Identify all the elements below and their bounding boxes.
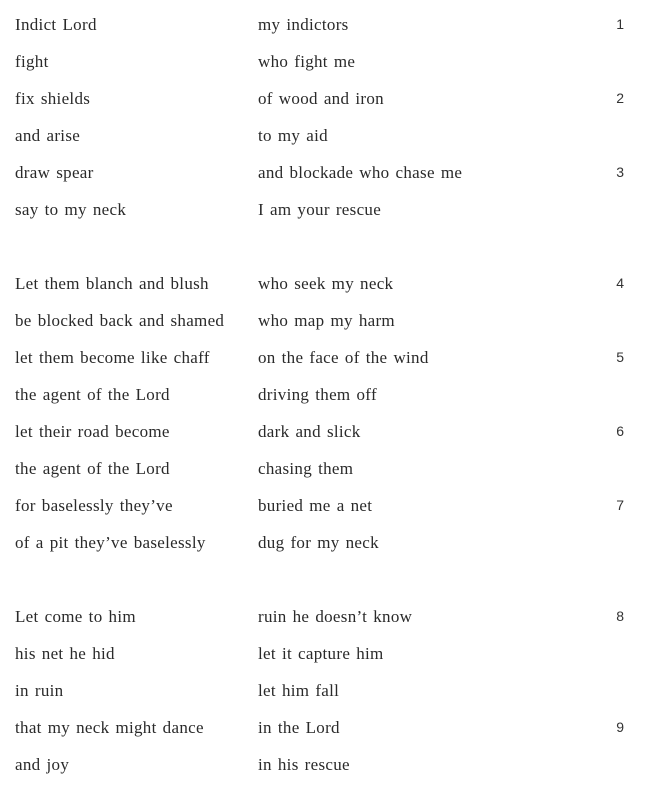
line-first-half: be blocked back and shamed [15, 311, 225, 330]
verse-number [590, 672, 624, 709]
line-first-half: his net he hid [15, 644, 115, 663]
poem-line [15, 672, 624, 709]
line-first-half: for baselessly they’ve [15, 496, 173, 515]
line-second-half: driving them off [258, 385, 377, 404]
verse-number: 3 [616, 164, 624, 180]
poem-line [15, 154, 624, 191]
poem-line [15, 524, 624, 561]
verse-number: 5 [616, 349, 624, 365]
line-second-half: on the face of the wind [258, 348, 429, 367]
line-first-half: that my neck might dance [15, 718, 204, 737]
line-first-half: and joy [15, 755, 70, 774]
line-second-half: and blockade who chase me [258, 163, 463, 182]
line-second-half: of wood and iron [258, 89, 384, 108]
poem-line [15, 265, 624, 302]
poem-line [15, 6, 624, 43]
poem-line [15, 43, 624, 80]
line-second-half: dug for my neck [258, 533, 379, 552]
poem-line [15, 376, 624, 413]
line-first-half: and arise [15, 126, 81, 145]
line-first-half: fix shields [15, 89, 91, 108]
stanza [15, 598, 624, 783]
poem-line [15, 302, 624, 339]
poem-line [15, 117, 624, 154]
poem-line [15, 450, 624, 487]
verse-number [590, 746, 624, 783]
verse-number [590, 302, 624, 339]
line-first-half: let their road become [15, 422, 170, 441]
line-first-half: in ruin [15, 681, 64, 700]
line-first-half: the agent of the Lord [15, 385, 170, 404]
verse-number: 4 [616, 275, 624, 291]
line-first-half: say to my neck [15, 200, 127, 219]
verse-number: 1 [616, 16, 624, 32]
poem-line [15, 635, 624, 672]
verse-number: 8 [616, 608, 624, 624]
line-first-half: draw spear [15, 163, 94, 182]
verse-number [590, 117, 624, 154]
poem-line [15, 709, 624, 746]
line-second-half: my indictors [258, 15, 349, 34]
poem-line [15, 339, 624, 376]
poem-line [15, 80, 624, 117]
line-second-half: buried me a net [258, 496, 373, 515]
verse-number: 2 [616, 90, 624, 106]
line-first-half: fight [15, 52, 49, 71]
line-first-half: of a pit they’ve baselessly [15, 533, 206, 552]
line-first-half: Let come to him [15, 607, 136, 626]
line-second-half: let it capture him [258, 644, 384, 663]
line-second-half: let him fall [258, 681, 340, 700]
verse-number: 7 [616, 497, 624, 513]
verse-number [590, 376, 624, 413]
line-first-half: the agent of the Lord [15, 459, 170, 478]
verse-number [590, 191, 624, 228]
line-second-half: dark and slick [258, 422, 361, 441]
poem-line [15, 487, 624, 524]
line-second-half: in his rescue [258, 755, 350, 774]
line-second-half: who fight me [258, 52, 356, 71]
line-second-half: I am your rescue [258, 200, 382, 219]
verse-number: 6 [616, 423, 624, 439]
stanza [15, 6, 624, 228]
verse-number [590, 635, 624, 672]
line-second-half: who seek my neck [258, 274, 394, 293]
line-first-half: let them become like chaff [15, 348, 210, 367]
verse-number [590, 524, 624, 561]
line-second-half: ruin he doesn’t know [258, 607, 413, 626]
poem-line [15, 598, 624, 635]
line-second-half: in the Lord [258, 718, 340, 737]
poem-line [15, 746, 624, 783]
line-first-half: Let them blanch and blush [15, 274, 209, 293]
poem-line [15, 191, 624, 228]
line-first-half: Indict Lord [15, 15, 97, 34]
line-second-half: chasing them [258, 459, 354, 478]
poem-line [15, 413, 624, 450]
line-second-half: to my aid [258, 126, 328, 145]
verse-number: 9 [616, 719, 624, 735]
stanza [15, 265, 624, 561]
verse-number [590, 43, 624, 80]
verse-number [590, 450, 624, 487]
line-second-half: who map my harm [258, 311, 395, 330]
